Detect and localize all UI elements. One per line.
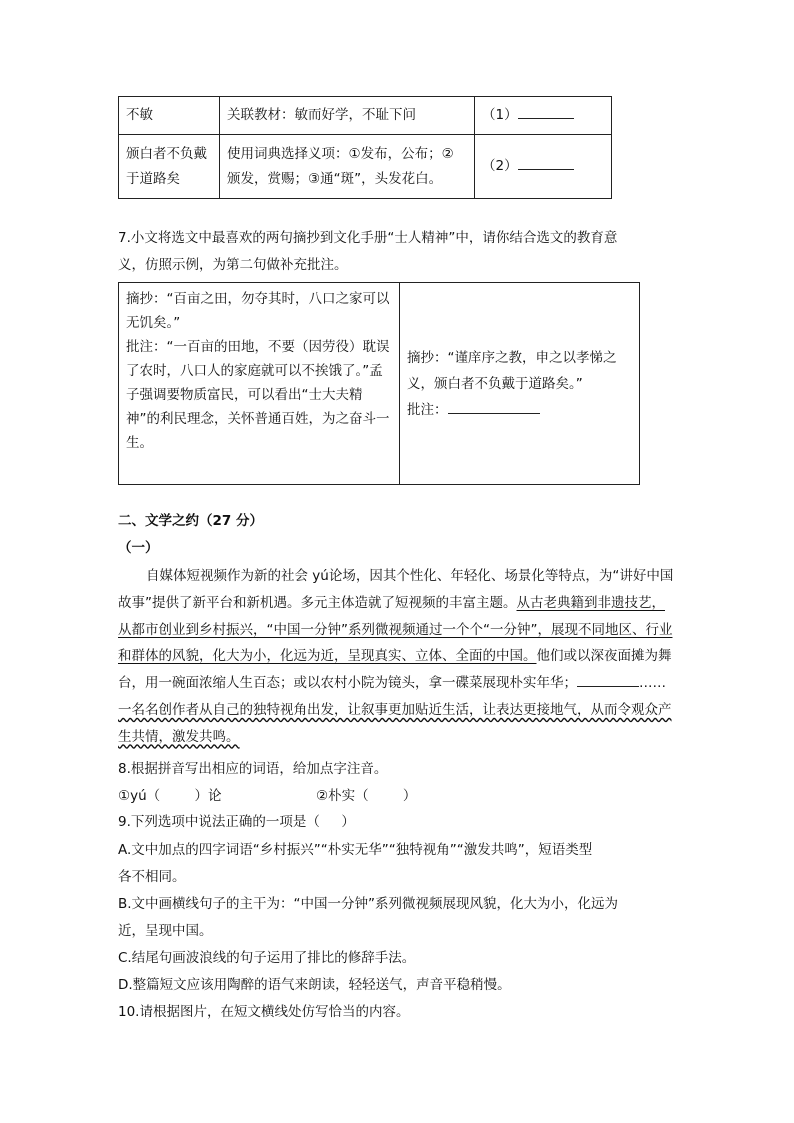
note-blank[interactable]	[448, 399, 540, 414]
section-title: 二、文学之约（27 分）	[118, 513, 263, 529]
passage-wavy: 一名名创作者从自己的独特视角出发，让叙事更加贴近生活，让表达更接地气，从而令观众产生共情，激发共鸣。	[118, 701, 672, 745]
task-cell	[400, 283, 640, 485]
q9-text: 9.下列选项中说法正确的一项是（ ）	[118, 814, 355, 830]
q7-text-line2: 义，仿照示例，为第二句做补充批注。	[118, 257, 348, 273]
note-label: 批注：	[407, 401, 448, 418]
table-cell-material: 使用词典选择义项：①发布，公布；②颁发，赏赐；③通“斑”，头发花白。	[220, 135, 475, 199]
passage	[118, 563, 678, 751]
table-cell-material: 关联教材：敏而好学，不耻下问	[220, 97, 475, 135]
q10-text: 10.请根据图片，在短文横线处仿写恰当的内容。	[118, 1004, 410, 1020]
q9-option-c: C.结尾句画波浪线的句子运用了排比的修辞手法。	[118, 950, 416, 966]
example-cell	[119, 283, 400, 485]
section-part: （一）	[118, 540, 159, 556]
q7-text-line1: 7.小文将选文中最喜欢的两句摘抄到文化手册“士人精神”中，请你结合选文的教育意	[118, 230, 618, 246]
passage-blank[interactable]	[577, 672, 639, 687]
passage-plain2: 他们或以深夜面摊为舞台，用一碗面浓缩人生百态；或以农村小院为镜头，拿一碟菜展现朴实年华；	[118, 648, 672, 692]
table-cell-answer: （2）	[475, 135, 612, 199]
table-cell-word: 颁白者不负戴于道路矣	[119, 135, 220, 199]
q9-option-a2: 各不相同。	[118, 869, 186, 885]
q8-item1: ①yú（ ）论	[118, 788, 222, 804]
answer-blank[interactable]	[518, 155, 574, 170]
table-cell-word: 不敏	[119, 97, 220, 135]
q8-text: 8.根据拼音写出相应的词语，给加点字注音。	[118, 761, 388, 777]
passage-underlined: 从古老典籍到非遗技艺，从都市创业到乡村振兴，“中国一分钟”系列微视频通过一个个“一分钟”，展现不同地区、行业和群体的风貌，化大为小，化远为近，呈现真实、立体、全面的中国。	[118, 594, 673, 665]
q9-option-d: D.整篇短文应该用陶醉的语气来朗读，轻轻送气，声音平稳稍慢。	[118, 977, 511, 993]
passage-ellipsis: ……	[639, 675, 666, 692]
example-note: 批注：“一百亩的田地，不要（因劳役）耽误了农时，八口人的家庭就可以不挨饿了。”孟子强调要物质富民，可以看出“士大夫精神”的利民理念，关怀普通百姓，为之奋斗一生。	[126, 339, 390, 451]
q8-item2: ②朴实（ ）	[316, 788, 417, 804]
q9-option-b1: B.文中画横线句子的主干为：“中国一分钟”系列微视频展现风貌，化大为小，化远为	[118, 896, 619, 912]
q9-option-a1: A.文中加点的四字词语“乡村振兴”“朴实无华”“独特视角”“激发共鸣”，短语类型	[118, 842, 593, 858]
task-excerpt: 摘抄：“谨庠序之教，申之以孝悌之义，颁白者不负戴于道路矣。”	[407, 349, 617, 392]
q9-option-b2: 近，呈现中国。	[118, 923, 213, 939]
table-cell-answer: （1）	[475, 97, 612, 135]
passage-plain: 自媒体短视频作为新的社会 yú论场，因其个性化、年轻化、场景化等特点，为“讲好中国故事”提供了新平台和新机遇。多元主体造就了短视频的丰富主题。	[118, 568, 674, 611]
annotation-table	[118, 282, 640, 485]
vocab-table	[118, 96, 612, 199]
answer-blank[interactable]	[518, 104, 574, 119]
example-excerpt: 摘抄：“百亩之田，勿夺其时，八口之家可以无饥矣。”	[126, 291, 390, 331]
